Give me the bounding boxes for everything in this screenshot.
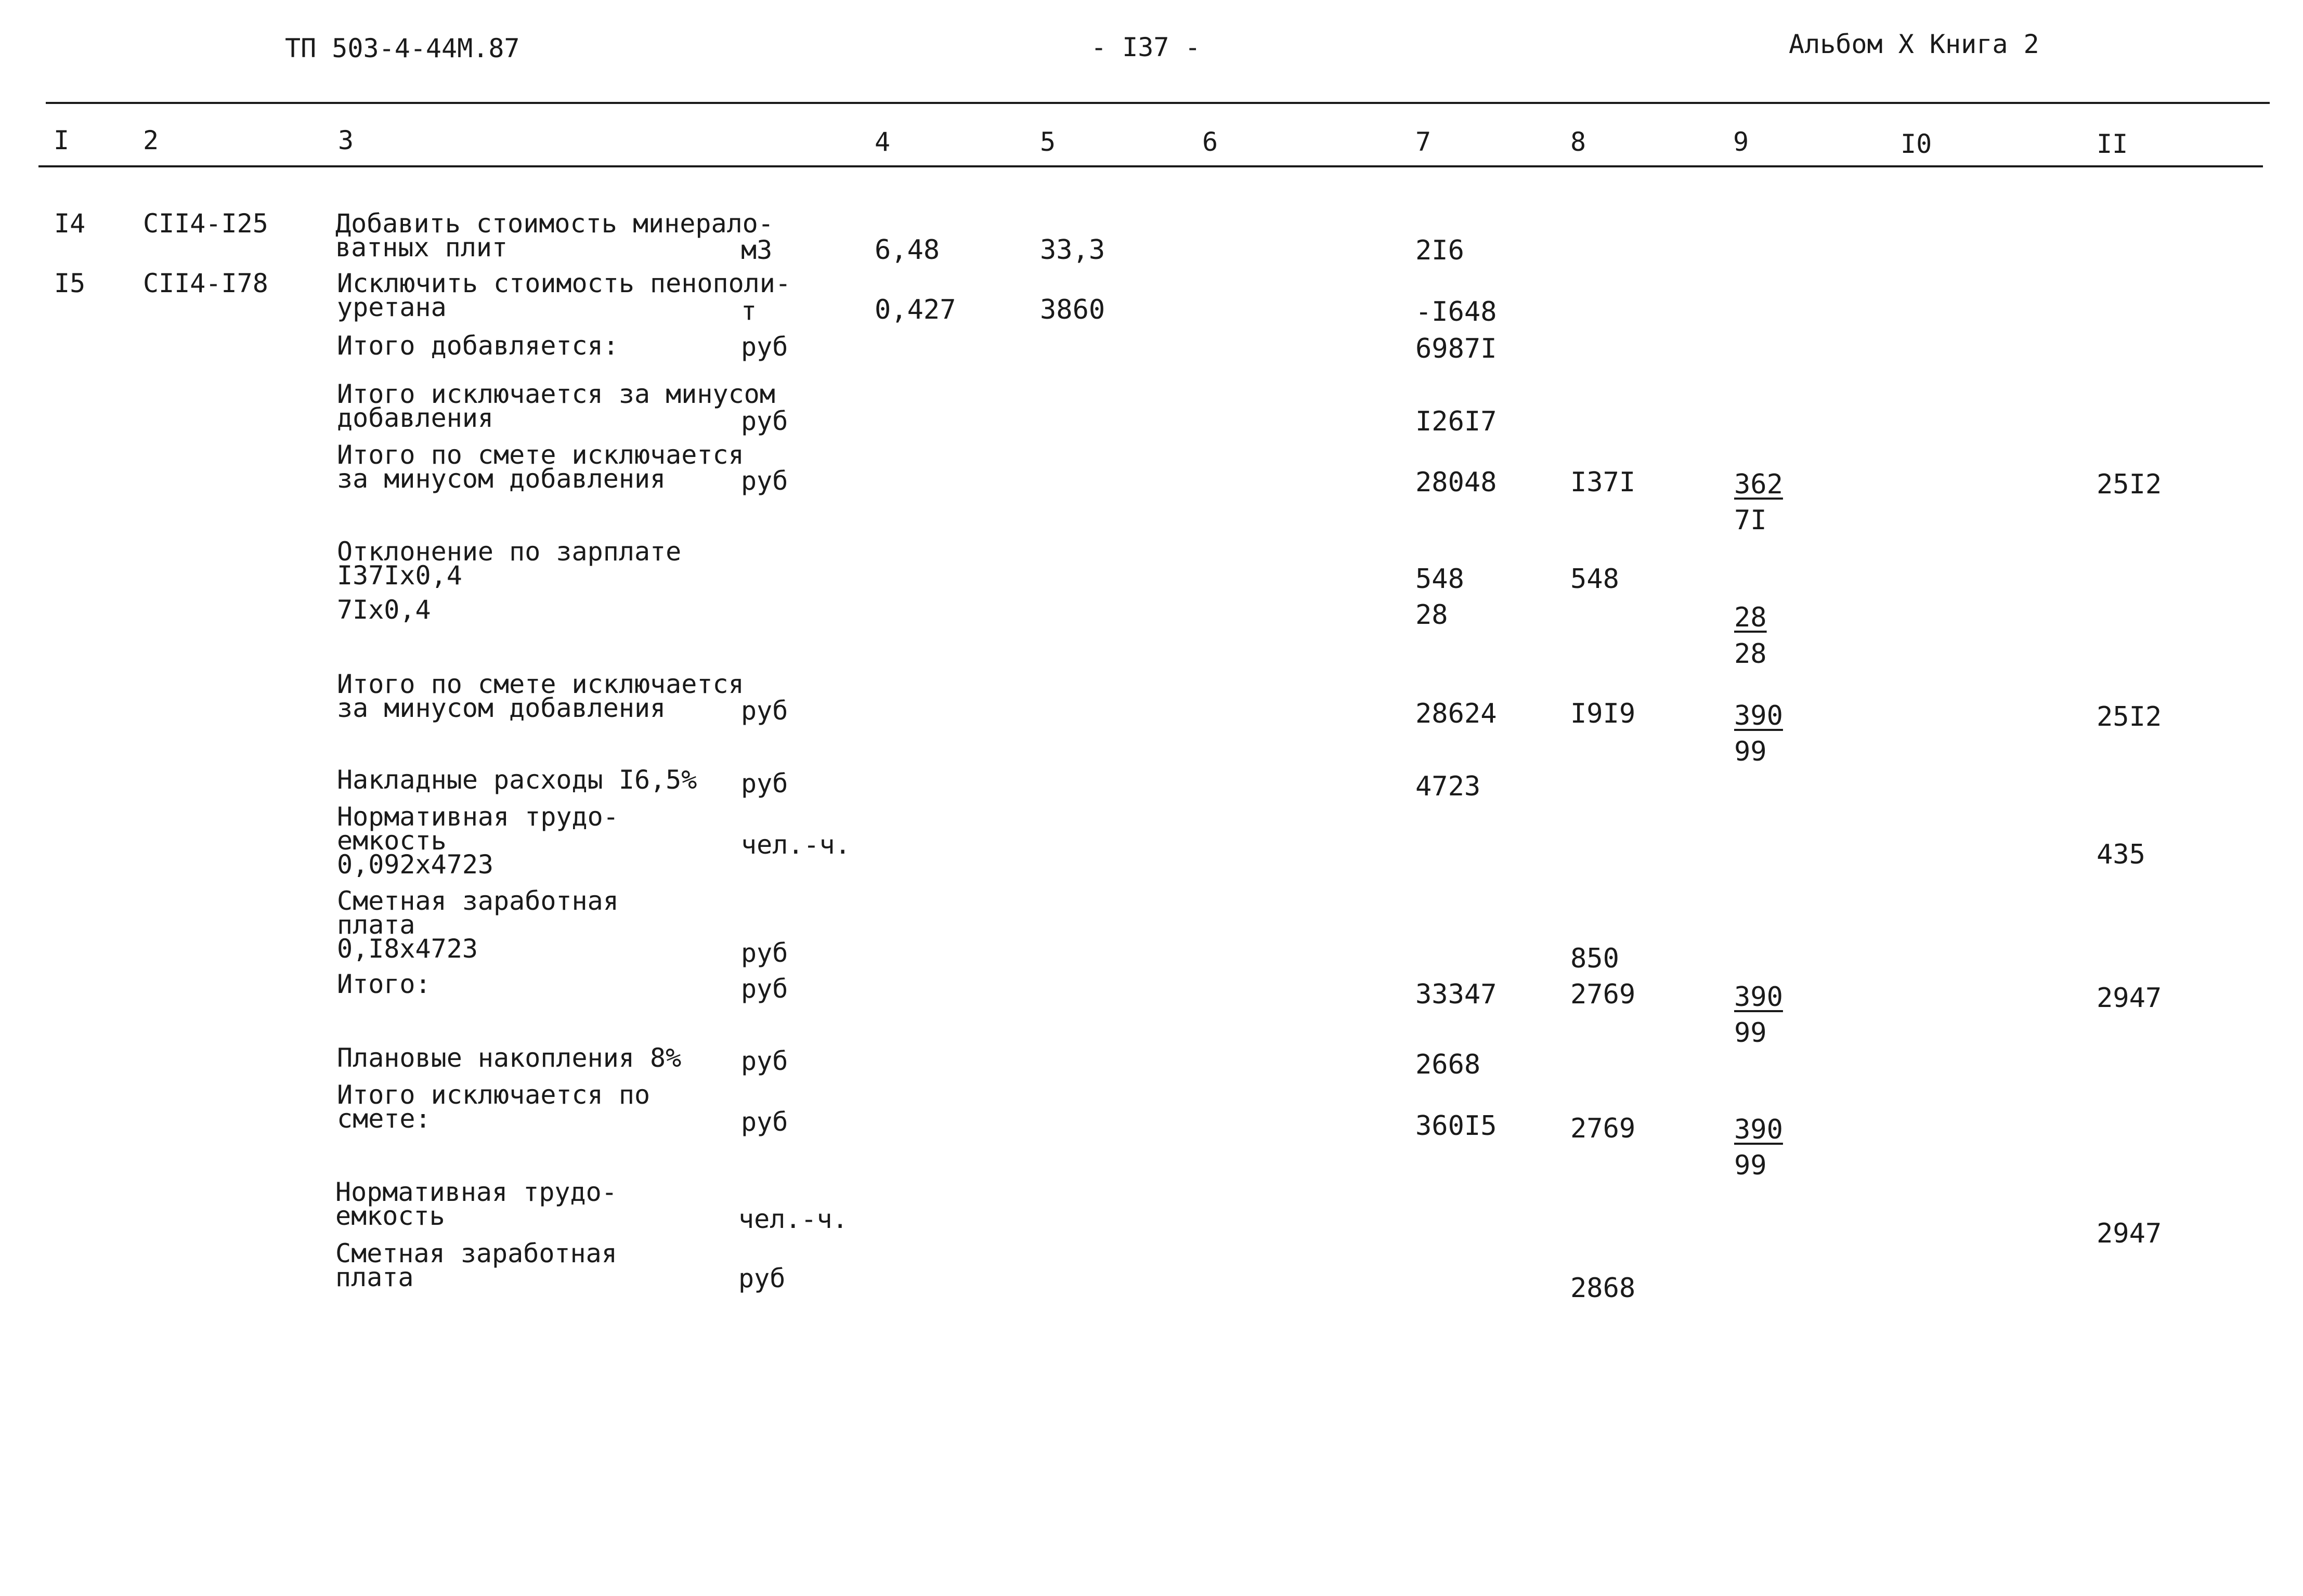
- row-c9-denominator: 99: [1734, 1150, 1767, 1181]
- row-c7: 2668: [1415, 1049, 1481, 1080]
- row-price: 33,3: [1040, 234, 1105, 266]
- col-header-2: 2: [143, 125, 159, 155]
- col-header-10: I0: [1901, 129, 1932, 159]
- col-header-8: 8: [1570, 127, 1586, 157]
- row-name: Нормативная трудо- емкость: [335, 1177, 617, 1231]
- row-unit: чел.-ч.: [738, 1204, 848, 1234]
- row-c8: 850: [1570, 943, 1619, 974]
- row-c8: 2769: [1570, 979, 1636, 1010]
- row-name: Итого исключается по смете:: [337, 1080, 650, 1134]
- row-name: Добавить стоимость минерало- ватных плит: [335, 208, 774, 263]
- row-name: Накладные расходы I6,5%: [337, 765, 697, 795]
- row-unit: руб: [741, 1107, 788, 1137]
- row-c7: 2I6: [1415, 235, 1464, 266]
- top-rule: [46, 102, 2270, 104]
- row-c11: 25I2: [2097, 701, 2162, 732]
- col-header-7: 7: [1415, 127, 1432, 157]
- row-c7: 360I5: [1415, 1110, 1497, 1142]
- row-c8: I9I9: [1570, 698, 1636, 729]
- row-c7: 28624: [1415, 698, 1497, 729]
- album-info: Альбом X Книга 2: [1789, 29, 2039, 59]
- row-price: 3860: [1040, 294, 1105, 325]
- row-unit: руб: [741, 768, 788, 799]
- row-c7: 6987I: [1415, 333, 1497, 364]
- row-unit: руб: [741, 696, 788, 726]
- row-name: 7Iх0,4: [337, 595, 431, 625]
- row-unit: руб: [741, 938, 788, 968]
- row-name: Плановые накопления 8%: [337, 1043, 682, 1073]
- col-header-11: II: [2097, 129, 2128, 159]
- col-header-5: 5: [1040, 127, 1056, 157]
- row-c11: 2947: [2097, 983, 2162, 1014]
- row-number: I5: [54, 268, 86, 298]
- row-c9-denominator: 99: [1734, 736, 1767, 767]
- row-c11: 25I2: [2097, 469, 2162, 500]
- row-c9-denominator: 99: [1734, 1017, 1767, 1049]
- row-unit: чел.-ч.: [741, 830, 851, 860]
- row-unit: руб: [741, 332, 788, 362]
- row-unit: т: [741, 296, 757, 326]
- row-c9-numerator: 390: [1734, 700, 1783, 731]
- row-unit: руб: [738, 1263, 786, 1293]
- row-c7: 4723: [1415, 771, 1481, 802]
- row-c7: 28048: [1415, 467, 1497, 498]
- row-unit: м3: [741, 235, 773, 265]
- col-header-3: 3: [338, 125, 354, 155]
- row-code: СII4-I78: [143, 268, 268, 298]
- row-number: I4: [54, 208, 86, 239]
- row-c7: I26I7: [1415, 406, 1497, 437]
- row-name: Нормативная трудо- емкость 0,092х4723: [337, 802, 619, 880]
- doc-code: ТП 503-4-44М.87: [285, 33, 520, 63]
- row-c9-numerator: 28: [1734, 602, 1767, 633]
- col-header-6: 6: [1202, 127, 1218, 157]
- row-c11: 435: [2097, 839, 2145, 870]
- row-name: Итого:: [337, 969, 431, 999]
- row-c9-numerator: 390: [1734, 982, 1783, 1013]
- row-c11: 2947: [2097, 1218, 2162, 1249]
- row-name: Отклонение по зарплате I37Iх0,4: [337, 537, 682, 591]
- row-c9-numerator: 390: [1734, 1114, 1783, 1145]
- row-name: Сметная заработная плата: [335, 1238, 617, 1292]
- row-c9-numerator: 362: [1734, 469, 1783, 500]
- row-c7: 548: [1415, 564, 1464, 595]
- row-c9-denominator: 7I: [1734, 505, 1767, 536]
- row-name: Исключить стоимость пенополи- уретана: [337, 268, 791, 322]
- col-header-4: 4: [875, 127, 891, 157]
- row-name: Сметная заработная плата 0,I8х4723: [337, 886, 619, 964]
- col-header-9: 9: [1733, 127, 1749, 157]
- row-qty: 0,427: [875, 294, 956, 325]
- row-c8: 2868: [1570, 1273, 1636, 1304]
- col-header-1: I: [54, 125, 70, 155]
- row-qty: 6,48: [875, 234, 940, 266]
- header-rule: [38, 165, 2263, 167]
- row-c8: I37I: [1570, 467, 1636, 498]
- row-unit: руб: [741, 466, 788, 496]
- row-c8: 548: [1570, 564, 1619, 595]
- row-c8: 2769: [1570, 1113, 1636, 1144]
- row-name: Итого по смете исключается за минусом добавления: [337, 440, 744, 494]
- row-c9-denominator: 28: [1734, 638, 1767, 670]
- row-c7: 33347: [1415, 979, 1497, 1010]
- row-c7: 28: [1415, 599, 1448, 631]
- row-name: Итого по смете исключается за минусом добавления: [337, 669, 744, 723]
- row-name: Итого добавляется:: [337, 331, 619, 361]
- row-name: Итого исключается за минусом добавления: [337, 379, 775, 433]
- row-unit: руб: [741, 406, 788, 436]
- row-unit: руб: [741, 974, 788, 1004]
- row-unit: руб: [741, 1046, 788, 1076]
- page-number: - I37 -: [1091, 32, 1201, 62]
- row-code: СII4-I25: [143, 208, 268, 239]
- row-c7: -I648: [1415, 296, 1497, 328]
